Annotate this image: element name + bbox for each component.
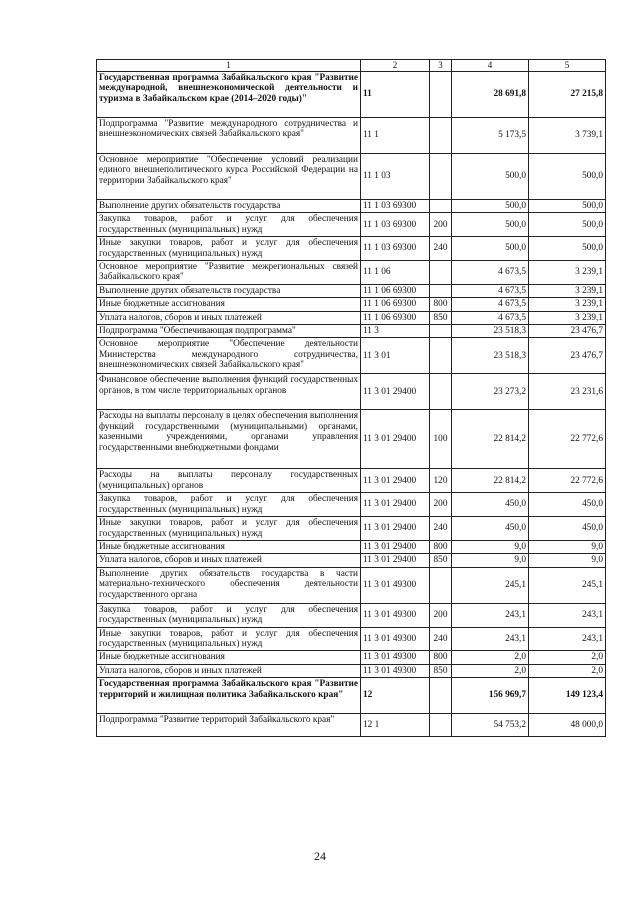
row-name: Иные бюджетные ассигнования xyxy=(97,298,361,311)
page-number: 24 xyxy=(314,849,326,863)
row-expense-type: 800 xyxy=(430,298,452,311)
row-value-col4: 4 673,5 xyxy=(452,311,529,324)
row-expense-type: 240 xyxy=(430,237,452,261)
row-value-col5: 243,1 xyxy=(529,627,606,651)
row-value-col5: 450,0 xyxy=(529,493,606,517)
row-value-col4: 450,0 xyxy=(452,493,529,517)
row-code: 11 1 06 69300 xyxy=(361,298,430,311)
row-value-col5: 2,0 xyxy=(529,651,606,664)
row-value-col5: 3 239,1 xyxy=(529,298,606,311)
row-value-col4: 450,0 xyxy=(452,517,529,541)
row-code: 11 3 01 29400 xyxy=(361,493,430,517)
header-col-1: 1 xyxy=(97,60,361,72)
row-expense-type: 100 xyxy=(430,410,452,469)
row-value-col4: 54 753,2 xyxy=(452,714,529,737)
row-code: 12 1 xyxy=(361,714,430,737)
row-value-col4: 2,0 xyxy=(452,651,529,664)
row-code: 11 3 01 49300 xyxy=(361,567,430,603)
row-value-col4: 4 673,5 xyxy=(452,298,529,311)
row-name: Выполнение других обязательств государства xyxy=(97,200,361,213)
row-expense-type xyxy=(430,338,452,374)
row-name: Подпрограмма "Обеспечивающая подпрограмма" xyxy=(97,325,361,338)
row-expense-type xyxy=(430,714,452,737)
table-row xyxy=(97,213,606,237)
row-name: Иные закупки товаров, работ и услуг для обеспечения государственных (муниципальных) нужд xyxy=(97,517,361,541)
table-row xyxy=(97,237,606,261)
row-expense-type xyxy=(430,261,452,285)
row-value-col4: 2,0 xyxy=(452,664,529,677)
row-expense-type: 200 xyxy=(430,493,452,517)
row-value-col4: 5 173,5 xyxy=(452,118,529,154)
row-value-col4: 4 673,5 xyxy=(452,261,529,285)
table-row xyxy=(97,72,606,118)
row-value-col4: 500,0 xyxy=(452,213,529,237)
table-row xyxy=(97,493,606,517)
row-value-col5: 9,0 xyxy=(529,554,606,567)
row-value-col5: 27 215,8 xyxy=(529,72,606,118)
row-value-col5: 500,0 xyxy=(529,200,606,213)
table-row xyxy=(97,540,606,553)
table-row xyxy=(97,627,606,651)
row-expense-type: 850 xyxy=(430,554,452,567)
row-code: 11 1 06 69300 xyxy=(361,311,430,324)
row-value-col5: 9,0 xyxy=(529,540,606,553)
row-value-col5: 500,0 xyxy=(529,154,606,200)
row-expense-type: 800 xyxy=(430,540,452,553)
row-value-col5: 3 239,1 xyxy=(529,311,606,324)
row-name: Расходы на выплаты персоналу государственных (муниципальных) органов xyxy=(97,469,361,493)
row-code: 11 3 01 29400 xyxy=(361,374,430,410)
row-value-col4: 245,1 xyxy=(452,567,529,603)
row-name: Иные закупки товаров, работ и услуг для обеспечения государственных (муниципальных) нужд xyxy=(97,237,361,261)
table-row xyxy=(97,298,606,311)
table-header-row xyxy=(97,60,606,72)
row-value-col4: 500,0 xyxy=(452,200,529,213)
row-name: Уплата налогов, сборов и иных платежей xyxy=(97,554,361,567)
row-expense-type: 120 xyxy=(430,469,452,493)
row-name: Основное мероприятие "Обеспечение условий реализации единого внешнеполитического курса Российской Федерации на территории Забайкальского края" xyxy=(97,154,361,200)
row-value-col4: 22 814,2 xyxy=(452,410,529,469)
table-row xyxy=(97,118,606,154)
row-value-col5: 23 476,7 xyxy=(529,325,606,338)
row-expense-type: 240 xyxy=(430,517,452,541)
row-value-col5: 3 739,1 xyxy=(529,118,606,154)
row-expense-type xyxy=(430,118,452,154)
row-value-col4: 23 273,2 xyxy=(452,374,529,410)
table-row xyxy=(97,469,606,493)
row-value-col4: 9,0 xyxy=(452,554,529,567)
row-code: 11 1 03 xyxy=(361,154,430,200)
table-row xyxy=(97,200,606,213)
row-value-col5: 22 772,6 xyxy=(529,410,606,469)
row-name: Подпрограмма "Развитие территорий Забайкальского края" xyxy=(97,714,361,737)
row-code: 11 3 01 29400 xyxy=(361,517,430,541)
row-expense-type xyxy=(430,325,452,338)
table-row xyxy=(97,678,606,714)
row-name: Иные бюджетные ассигнования xyxy=(97,540,361,553)
row-value-col5: 500,0 xyxy=(529,213,606,237)
row-code: 11 1 03 69300 xyxy=(361,200,430,213)
row-name: Государственная программа Забайкальского края "Развитие территорий и жилищная политика Забайкальского края" xyxy=(97,678,361,714)
row-name: Уплата налогов, сборов и иных платежей xyxy=(97,311,361,324)
row-code: 11 1 03 69300 xyxy=(361,213,430,237)
row-code: 11 1 xyxy=(361,118,430,154)
row-value-col5: 22 772,6 xyxy=(529,469,606,493)
row-value-col5: 245,1 xyxy=(529,567,606,603)
row-code: 11 3 01 49300 xyxy=(361,664,430,677)
row-value-col5: 3 239,1 xyxy=(529,261,606,285)
row-value-col5: 149 123,4 xyxy=(529,678,606,714)
row-value-col4: 500,0 xyxy=(452,154,529,200)
row-name: Закупка товаров, работ и услуг для обеспечения государственных (муниципальных) нужд xyxy=(97,213,361,237)
row-value-col5: 48 000,0 xyxy=(529,714,606,737)
row-code: 11 3 01 49300 xyxy=(361,651,430,664)
table-row xyxy=(97,374,606,410)
row-name: Основное мероприятие "Развитие межрегиональных связей Забайкальского края" xyxy=(97,261,361,285)
header-col-3: 3 xyxy=(430,60,452,72)
row-value-col4: 156 969,7 xyxy=(452,678,529,714)
row-expense-type xyxy=(430,374,452,410)
row-expense-type: 200 xyxy=(430,213,452,237)
row-expense-type: 850 xyxy=(430,664,452,677)
row-name: Закупка товаров, работ и услуг для обеспечения государственных (муниципальных) нужд xyxy=(97,603,361,627)
row-value-col5: 450,0 xyxy=(529,517,606,541)
row-name: Подпрограмма "Развитие международного сотрудничества и внешнеэкономических связей Забайкальского края" xyxy=(97,118,361,154)
row-value-col5: 500,0 xyxy=(529,237,606,261)
row-code: 11 3 01 29400 xyxy=(361,469,430,493)
row-value-col4: 500,0 xyxy=(452,237,529,261)
table-row xyxy=(97,714,606,737)
row-value-col5: 243,1 xyxy=(529,603,606,627)
row-expense-type xyxy=(430,72,452,118)
row-value-col4: 22 814,2 xyxy=(452,469,529,493)
row-code: 11 xyxy=(361,72,430,118)
table-row xyxy=(97,311,606,324)
row-name: Иные закупки товаров, работ и услуг для обеспечения государственных (муниципальных) нужд xyxy=(97,627,361,651)
row-expense-type xyxy=(430,567,452,603)
table-row xyxy=(97,325,606,338)
row-value-col5: 3 239,1 xyxy=(529,284,606,297)
row-name: Уплата налогов, сборов и иных платежей xyxy=(97,664,361,677)
row-expense-type: 200 xyxy=(430,603,452,627)
row-value-col4: 23 518,3 xyxy=(452,325,529,338)
row-code: 11 3 01 29400 xyxy=(361,540,430,553)
row-name: Финансовое обеспечение выполнения функций государственных органов, в том числе территориальных органов xyxy=(97,374,361,410)
row-value-col4: 23 518,3 xyxy=(452,338,529,374)
row-expense-type xyxy=(430,154,452,200)
table-row xyxy=(97,554,606,567)
header-col-5: 5 xyxy=(529,60,606,72)
row-value-col4: 28 691,8 xyxy=(452,72,529,118)
row-code: 11 3 01 xyxy=(361,338,430,374)
row-code: 11 1 06 69300 xyxy=(361,284,430,297)
row-expense-type xyxy=(430,284,452,297)
row-code: 11 1 03 69300 xyxy=(361,237,430,261)
row-code: 11 3 01 49300 xyxy=(361,603,430,627)
row-expense-type: 850 xyxy=(430,311,452,324)
row-expense-type: 240 xyxy=(430,627,452,651)
row-code: 11 3 xyxy=(361,325,430,338)
table-row xyxy=(97,284,606,297)
row-expense-type xyxy=(430,678,452,714)
table-row xyxy=(97,338,606,374)
row-name: Выполнение других обязательств государства в части материально-технического обеспечения деятельности государственного органа xyxy=(97,567,361,603)
row-value-col4: 4 673,5 xyxy=(452,284,529,297)
row-expense-type: 800 xyxy=(430,651,452,664)
row-code: 11 3 01 29400 xyxy=(361,410,430,469)
budget-table xyxy=(96,59,606,737)
table-row xyxy=(97,410,606,469)
row-value-col4: 9,0 xyxy=(452,540,529,553)
row-name: Иные бюджетные ассигнования xyxy=(97,651,361,664)
row-value-col5: 23 231,6 xyxy=(529,374,606,410)
row-code: 11 1 06 xyxy=(361,261,430,285)
header-col-4: 4 xyxy=(452,60,529,72)
table-row xyxy=(97,154,606,200)
row-code: 11 3 01 29400 xyxy=(361,554,430,567)
row-code: 12 xyxy=(361,678,430,714)
row-name: Расходы на выплаты персоналу в целях обеспечения выполнения функций государственными (муниципальными) органами, казенными учреждениями, органами управления государственными внебюджетными фондами xyxy=(97,410,361,469)
row-value-col4: 243,1 xyxy=(452,627,529,651)
row-name: Выполнение других обязательств государства xyxy=(97,284,361,297)
row-name: Основное мероприятие "Обеспечение деятельности Министерства международного сотрудничества, внешнеэкономических связей Забайкальского края" xyxy=(97,338,361,374)
row-name: Закупка товаров, работ и услуг для обеспечения государственных (муниципальных) нужд xyxy=(97,493,361,517)
table-row xyxy=(97,651,606,664)
row-value-col4: 243,1 xyxy=(452,603,529,627)
row-name: Государственная программа Забайкальского края "Развитие международной, внешнеэкономической деятельности и туризма в Забайкальском крае (2014–2020 годы)" xyxy=(97,72,361,118)
table-row xyxy=(97,603,606,627)
row-value-col5: 2,0 xyxy=(529,664,606,677)
row-expense-type xyxy=(430,200,452,213)
header-col-2: 2 xyxy=(361,60,430,72)
budget-table-container xyxy=(96,59,605,737)
table-row xyxy=(97,664,606,677)
table-row xyxy=(97,517,606,541)
row-code: 11 3 01 49300 xyxy=(361,627,430,651)
row-value-col5: 23 476,7 xyxy=(529,338,606,374)
table-row xyxy=(97,567,606,603)
table-row xyxy=(97,261,606,285)
